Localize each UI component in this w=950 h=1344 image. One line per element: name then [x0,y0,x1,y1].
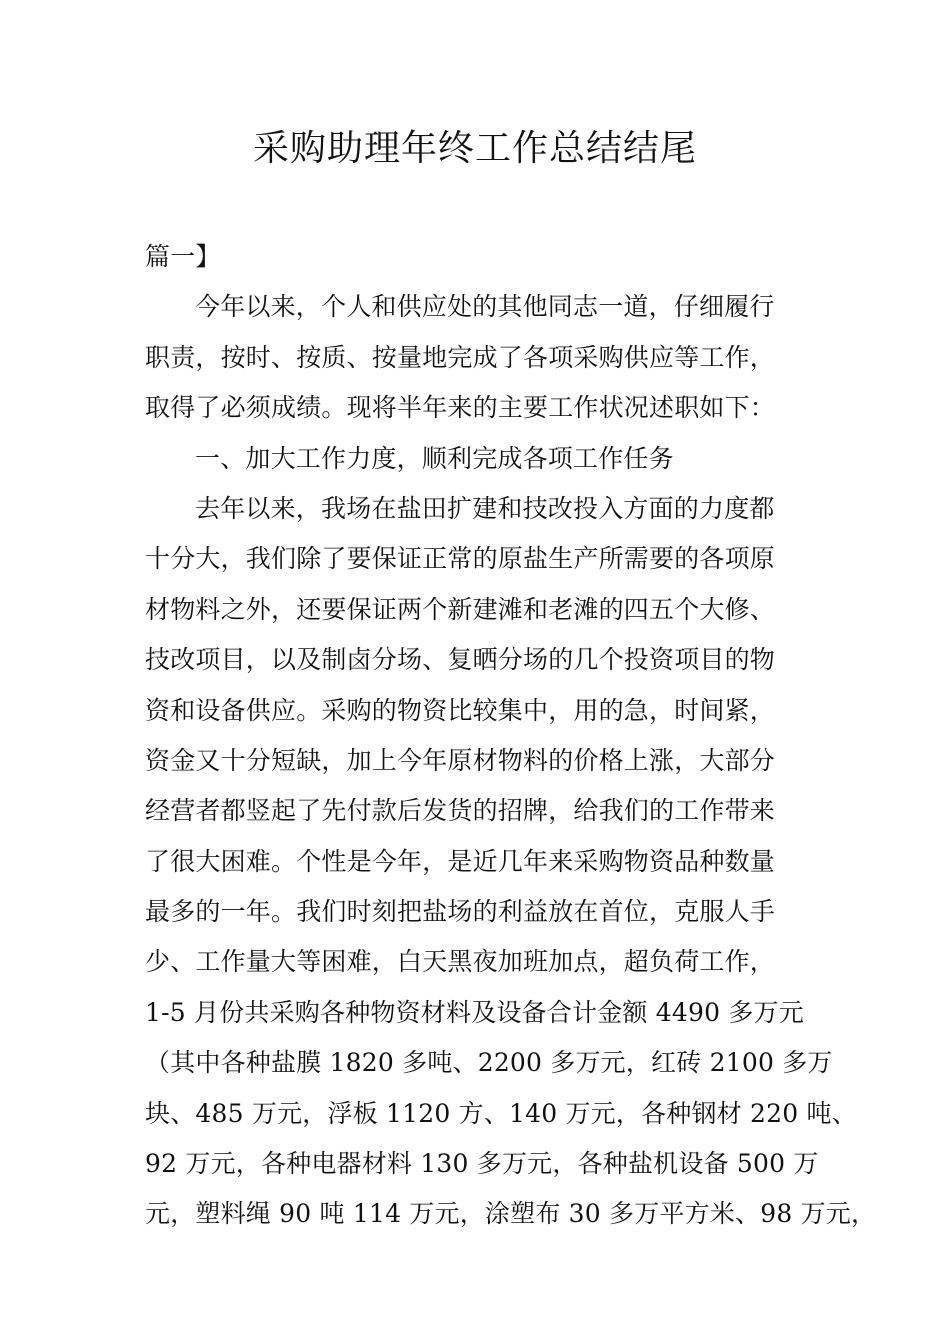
document-title: 采购助理年终工作总结结尾 [252,128,697,169]
paragraph-line: 块、485 万元，浮板 1120 方、140 万元，各种钢材 220 吨、 [145,1098,857,1128]
paragraph-line: 取得了必须成绩。现将半年来的主要工作状况述职如下： [145,393,776,423]
paragraph-line: 少、工作量大等困难，白天黑夜加班加点，超负荷工作， [145,947,776,977]
section-heading: 篇一】 [145,242,221,271]
paragraph-line: 资和设备供应。采购的物资比较集中，用的急，时间紧， [145,695,776,725]
paragraph-line: 元，塑料绳 90 吨 114 万元，涂塑布 30 多万平方米、98 万元， [145,1199,877,1229]
subheading: 一、加大工作力度，顺利完成各项工作任务 [195,443,674,473]
paragraph-line: 十分大，我们除了要保证正常的原盐生产所需要的各项原 [145,544,776,574]
paragraph-line: 今年以来，个人和供应处的其他同志一道，仔细履行 [195,292,775,322]
paragraph-line: 92 万元，各种电器材料 130 多万元，各种盐机设备 500 万 [145,1149,819,1179]
paragraph-line: 技改项目，以及制卤分场、复晒分场的几个投资项目的物 [145,645,776,675]
paragraph-line: 了很大困难。个性是今年，是近几年来采购物资品种数量 [145,846,776,876]
paragraph-line: 1-5 月份共采购各种物资材料及设备合计金额 4490 多万元 [145,997,804,1027]
paragraph-line: 职责，按时、按质、按量地完成了各项采购供应等工作， [145,342,776,372]
paragraph-line: 去年以来，我场在盐田扩建和技改投入方面的力度都 [195,493,775,523]
paragraph-line: 最多的一年。我们时刻把盐场的利益放在首位，克服人手 [145,897,776,927]
paragraph-line: 资金又十分短缺，加上今年原材物料的价格上涨，大部分 [145,745,776,775]
paragraph-line: （其中各种盐膜 1820 多吨、2200 多万元，红砖 2100 多万 [145,1048,833,1078]
document-body [145,232,877,1240]
paragraph-line: 经营者都竖起了先付款后发货的招牌，给我们的工作带来 [145,796,776,826]
paragraph-line: 材物料之外，还要保证两个新建滩和老滩的四五个大修、 [145,594,776,624]
